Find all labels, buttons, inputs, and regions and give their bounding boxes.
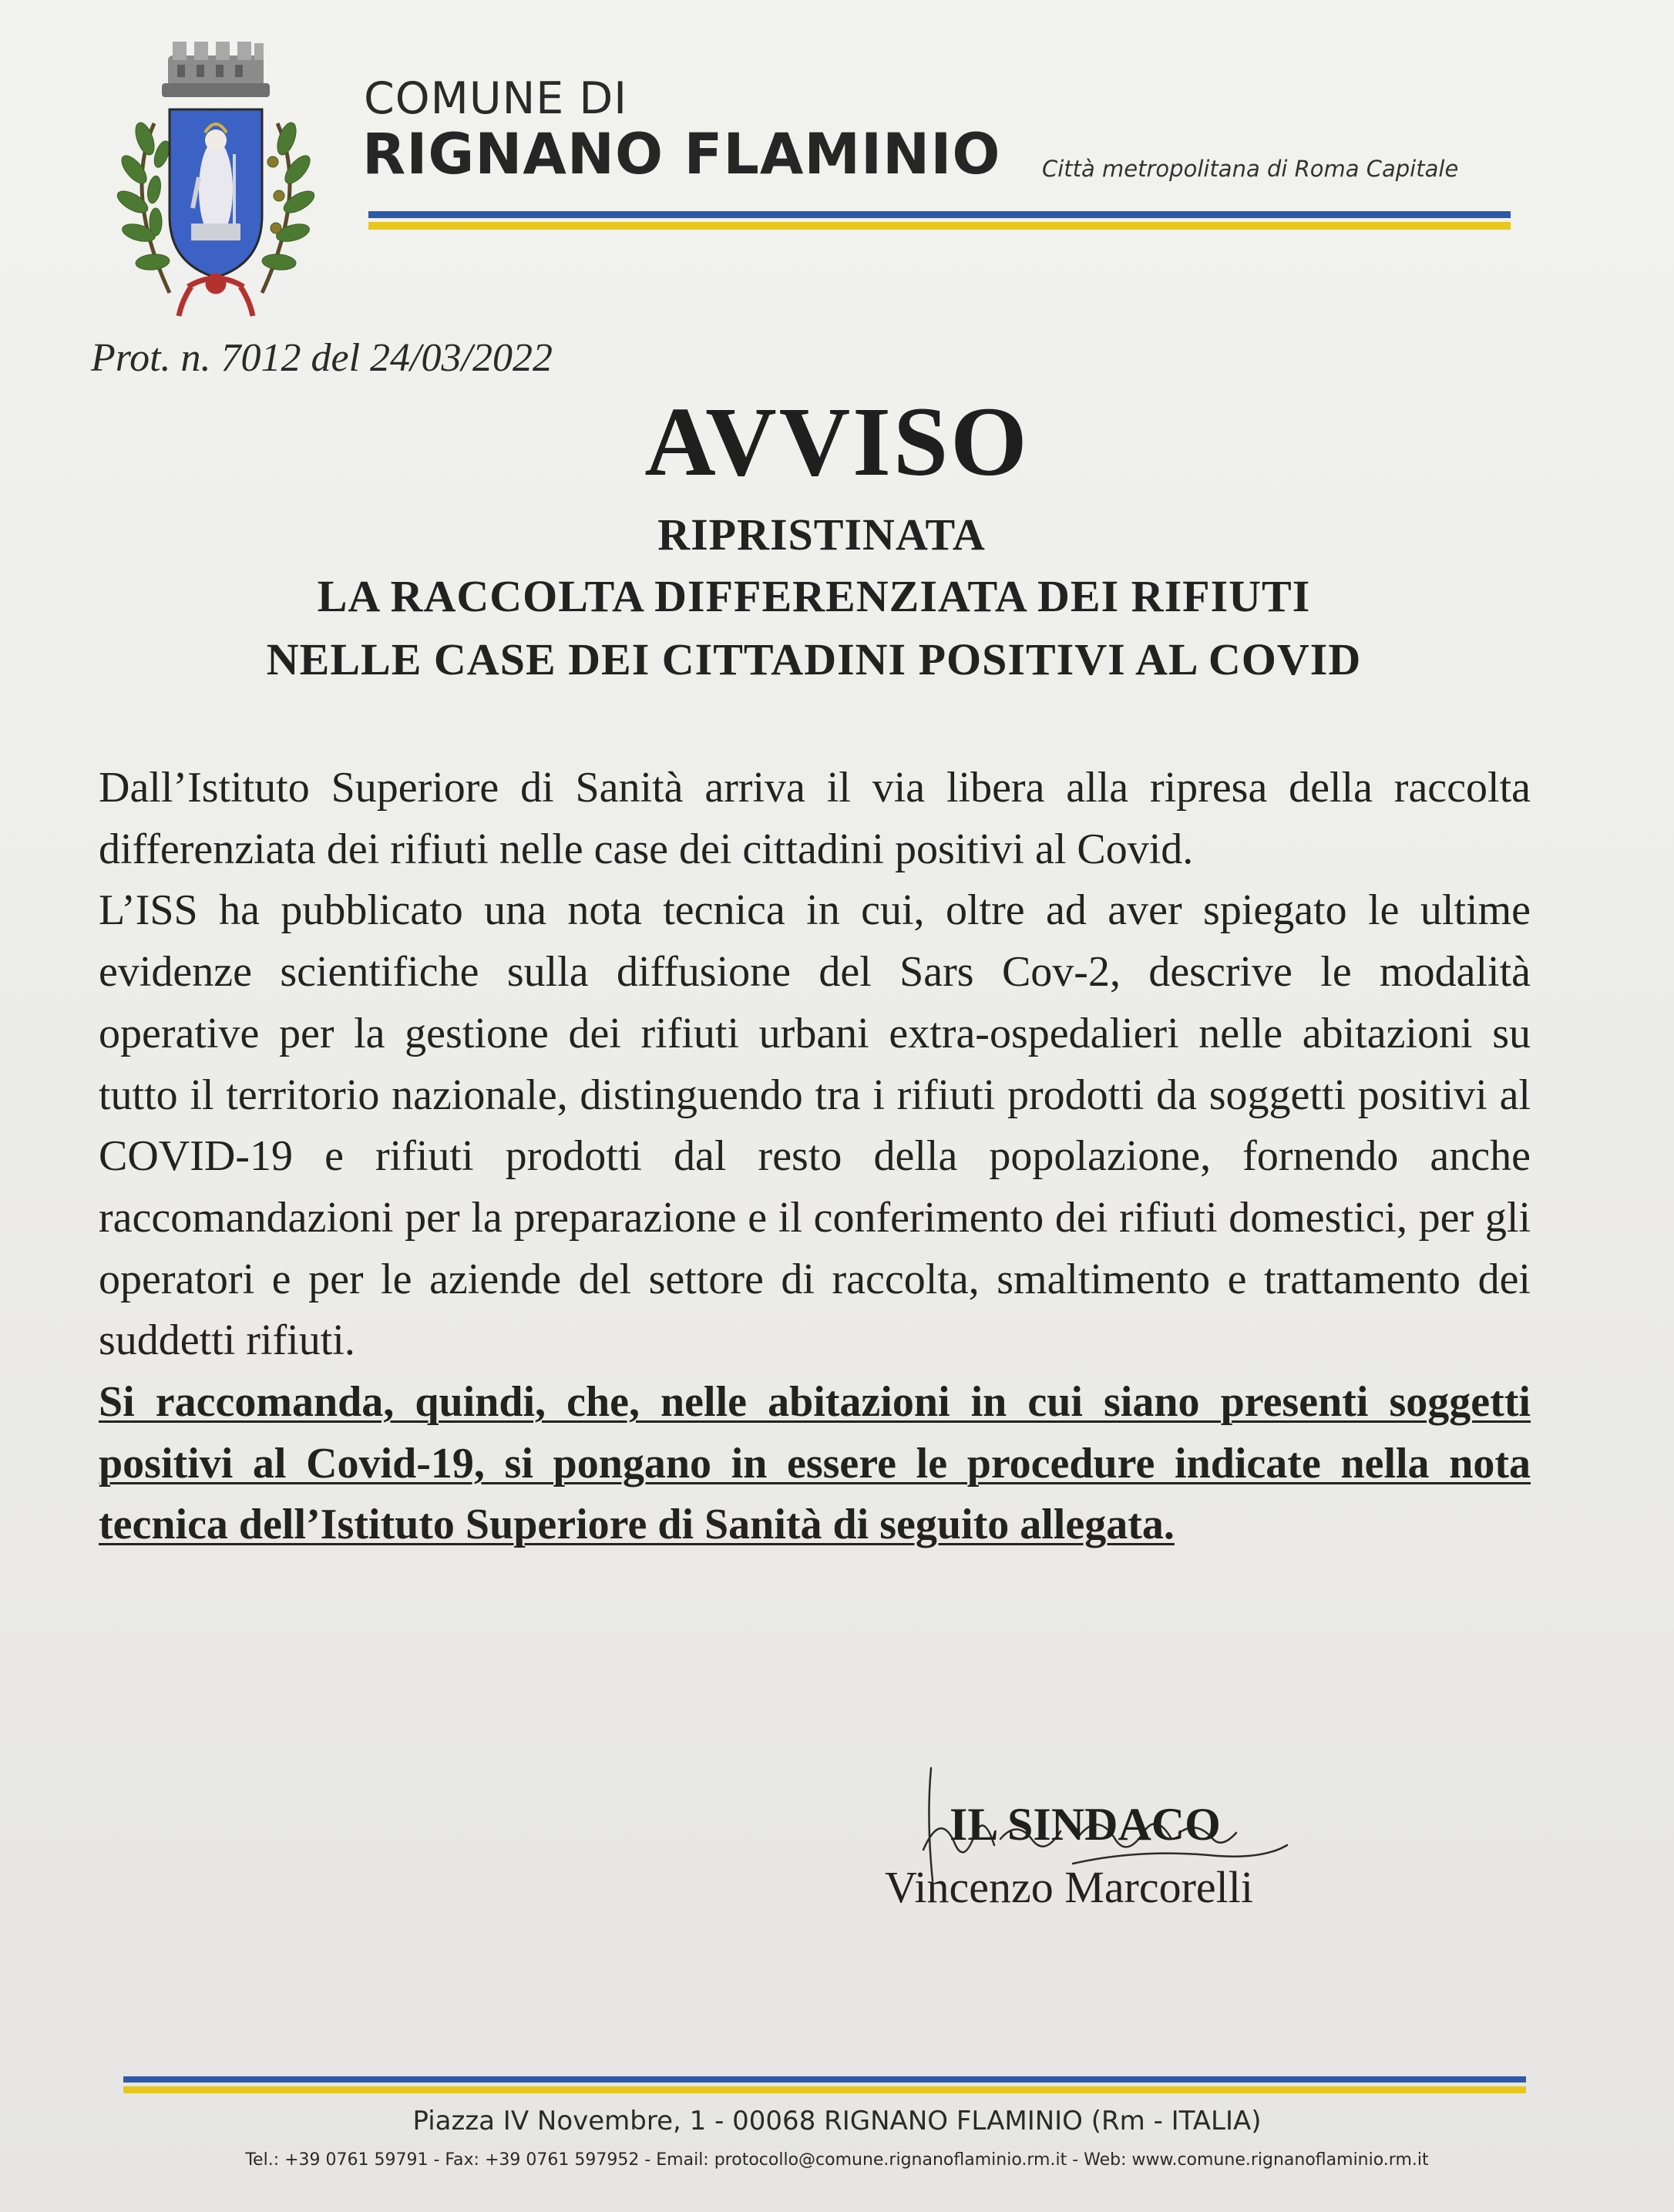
ribbon-icon [179,276,253,316]
comune-name: RIGNANO FLAMINIO [362,122,1001,187]
notice-subtitle-line: RIPRISTINATA [657,509,986,560]
footer-divider-blue [123,2076,1526,2083]
notice-title: AVVISO [644,387,1030,496]
municipal-crest-logo [108,39,324,324]
body-paragraph-emphasis: Si raccomanda, quindi, che, nelle abitazioni in cui siano presenti soggetti positivi al Covid-19, si pongano in essere le procedure indicate nella nota tecnica dell’Istituto Superiore di Sanità di seguito allegata. [99,1378,1531,1549]
notice-subtitle-line: NELLE CASE DEI CITTADINI POSITIVI AL COVID [266,634,1362,684]
footer-contacts: Tel.: +39 0761 59791 - Fax: +39 0761 597952 - Email: protocollo@comune.rignanoflaminio.rm.it - Web: www.comune.rignanoflaminio.rm.it [245,2150,1429,2170]
comune-subtitle: Città metropolitana di Roma Capitale [1042,156,1459,182]
notice-subtitle-line: LA RACCOLTA DIFFERENZIATA DEI RIFIUTI [317,571,1311,621]
comune-label: COMUNE DI [364,73,628,124]
shield-icon [170,109,262,277]
body-paragraph: L’ISS ha pubblicato una nota tecnica in cui, oltre ad aver spiegato le ultime evidenze scientifiche sulla diffusione del Sars Cov-2, descrive le modalità operative per la gestione dei rifiuti urbani extra-ospedalieri nelle abitazioni su tutto il territorio nazionale, distinguendo tra i rifiuti prodotti da soggetti positivi al COVID-19 e rifiuti prodotti dal resto della popolazione, fornendo anche raccomandazioni per la preparazione e il conferimento dei rifiuti domestici, per gli operatori e per le aziende del settore di raccolta, smaltimento e trattamento dei suddetti rifiuti. [99,886,1531,1365]
header-divider-yellow [368,222,1511,230]
footer-address: Piazza IV Novembre, 1 - 00068 RIGNANO FLAMINIO (Rm - ITALIA) [412,2106,1262,2136]
protocol-number: Prot. n. 7012 del 24/03/2022 [91,336,553,380]
body-paragraph: Dall’Istituto Superiore di Sanità arriva il via libera alla ripresa della raccolta differenziata dei rifiuti nelle case dei cittadini positivi al Covid. [99,764,1531,873]
footer-divider-yellow [123,2086,1526,2093]
crown-icon [162,42,270,97]
signature-title: IL SINDACO [950,1799,1221,1850]
notice-body [99,758,1531,1556]
header-divider-blue [368,211,1511,218]
signatory-name: Vincenzo Marcorelli [885,1862,1254,1912]
